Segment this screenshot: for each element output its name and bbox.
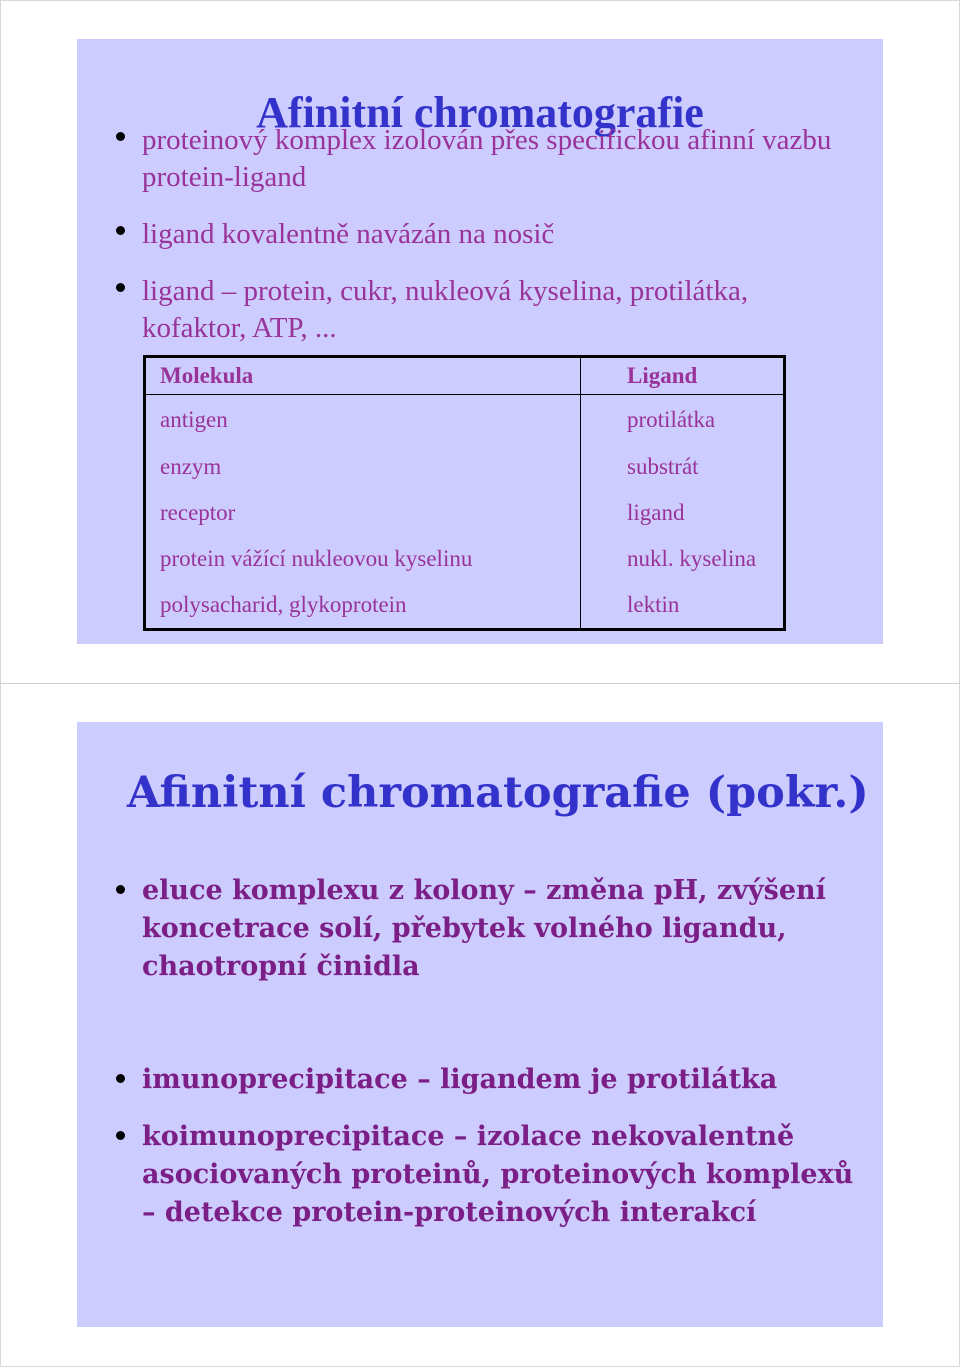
bullet-dot-icon (116, 132, 125, 141)
bullet-line: asociovaných proteinů, proteinových komplexů (142, 1159, 854, 1190)
slide-1-title: Afinitní chromatografie (256, 88, 704, 137)
bullet-item (142, 273, 782, 347)
bullet-item (142, 1118, 854, 1232)
table-row (145, 536, 785, 582)
bullet-line: imunoprecipitace – ligandem je protilátka (142, 1064, 778, 1095)
bullet-text: proteinový komplex izolován přes specifickou afinní vazbu protein-ligand (142, 124, 832, 193)
bullet-dot-icon (116, 885, 125, 894)
slide-2-title: Afinitní chromatografie (pokr.) (127, 768, 869, 818)
bullet-item (142, 1061, 842, 1099)
table-row (145, 395, 785, 445)
slide-2 (77, 722, 883, 1327)
bullet-line: koncetrace solí, přebytek volného ligandu, (142, 913, 787, 944)
table-header-row (145, 357, 785, 395)
ligand-cell: lektin (627, 592, 680, 617)
bullet-line: koimunoprecipitace – izolace nekovalentně (142, 1121, 795, 1152)
molecule-cell: antigen (145, 395, 581, 445)
molecule-ligand-table (143, 355, 786, 631)
molecule-cell: receptor (145, 490, 581, 536)
ligand-cell: ligand (627, 500, 685, 525)
bullet-dot-icon (116, 1131, 125, 1140)
bullet-item (142, 216, 842, 253)
bullet-line: eluce komplexu z kolony – změna pH, zvýšení (142, 875, 826, 906)
bullet-dot-icon (116, 283, 125, 292)
bullet-item (142, 872, 842, 986)
column-header-molecule: Molekula (145, 357, 581, 395)
bullet-dot-icon (116, 226, 125, 235)
bullet-item (142, 122, 842, 196)
table-row (145, 444, 785, 490)
table-row (145, 582, 785, 630)
ligand-cell: substrát (627, 454, 699, 479)
table-row (145, 490, 785, 536)
bullet-line: – detekce protein-proteinových interakcí (142, 1197, 757, 1228)
bullet-text: ligand – protein, cukr, nukleová kyselina, protilátka, kofaktor, ATP, ... (142, 275, 749, 344)
molecule-cell: enzym (145, 444, 581, 490)
ligand-cell: protilátka (627, 406, 716, 432)
bullet-line: chaotropní činidla (142, 951, 420, 982)
page-divider (0, 683, 960, 684)
molecule-cell: polysacharid, glykoprotein (145, 582, 581, 630)
ligand-cell: nukl. kyselina (627, 546, 757, 571)
bullet-text: ligand kovalentně navázán na nosič (142, 218, 555, 250)
slide-1 (77, 39, 883, 644)
molecule-cell: protein vážící nukleovou kyselinu (145, 536, 581, 582)
column-header-ligand: Ligand (581, 357, 785, 395)
bullet-dot-icon (116, 1074, 125, 1083)
